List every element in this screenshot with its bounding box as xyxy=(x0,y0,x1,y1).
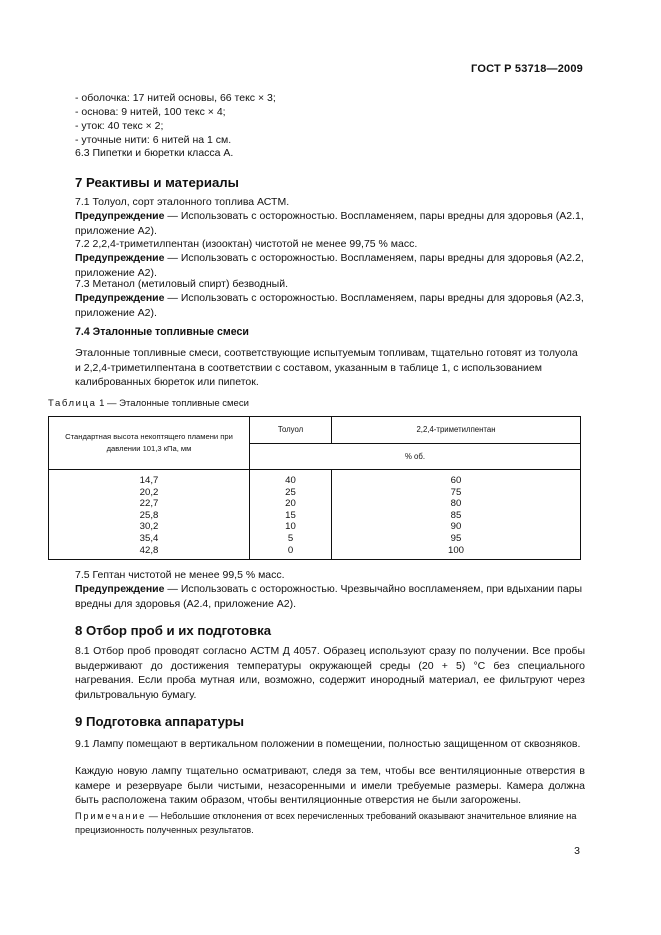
table-cell: 25 xyxy=(250,487,332,499)
warning-label: Предупреждение xyxy=(75,292,165,304)
table-cell: 40 xyxy=(250,470,332,487)
table-cell: 80 xyxy=(332,498,581,510)
table-cell: 30,2 xyxy=(49,521,250,533)
table-cell: 5 xyxy=(250,533,332,545)
warning-label: Предупреждение xyxy=(75,583,165,595)
warning-7-5 xyxy=(75,582,585,611)
table-cell: 14,7 xyxy=(49,470,250,487)
paragraph-7-1-text: 7.1 Толуол, сорт эталонного топлива АСТМ. xyxy=(75,196,290,208)
table-caption-label: Таблица xyxy=(48,398,97,409)
warning-label: Предупреждение xyxy=(75,210,165,222)
list-item: - уток: 40 текс × 2; xyxy=(75,120,164,132)
warning-label: Предупреждение xyxy=(75,252,165,264)
table-cell: 20,2 xyxy=(49,487,250,499)
note-text: — Небольшие отклонения от всех перечисленных требований оказывают значительное влияние на прецизионность полученных результатов. xyxy=(75,811,577,835)
reference-fuel-table xyxy=(48,416,581,560)
table-header-toluene: Толуол xyxy=(250,417,332,444)
table-cell: 20 xyxy=(250,498,332,510)
table-cell: 22,7 xyxy=(49,498,250,510)
section-7-title: 7 Реактивы и материалы xyxy=(75,175,239,190)
table-cell: 42,8 xyxy=(49,545,250,560)
warning-text: — Использовать с осторожностью. Воспламеняем, пары вредны для здоровья (А2.3, приложение А2). xyxy=(75,292,584,319)
table-caption xyxy=(48,398,249,409)
paragraph-9-2: Каждую новую лампу тщательно осматривают, следя за тем, чтобы все вентиляционные отверстия в камере и резервуаре были чистыми, незасоренными и имели требуемые размеры. Камера должна быть расположена таким образом, чтобы вентиляционные отверстия не были загорожены. xyxy=(75,765,585,807)
table-header-unit: % об. xyxy=(250,443,581,470)
table-cell: 75 xyxy=(332,487,581,499)
table-cell: 60 xyxy=(332,470,581,487)
table-caption-title: 1 — Эталонные топливные смеси xyxy=(96,398,249,409)
warning-7-3 xyxy=(75,291,585,320)
document-id: ГОСТ Р 53718—2009 xyxy=(471,63,583,75)
warning-text: — Использовать с осторожностью. Воспламеняем, пары вредны для здоровья (А2.1, приложение А2). xyxy=(75,210,584,237)
page-number: 3 xyxy=(574,845,580,857)
table-row xyxy=(49,545,581,560)
paragraph-7-3: 7.3 Метанол (метиловый спирт) безводный. xyxy=(75,278,288,290)
warning-7-1 xyxy=(75,209,585,238)
warning-text: — Использовать с осторожностью. Воспламеняем, пары вредны для здоровья (А2.2, приложение А2). xyxy=(75,252,584,279)
list-item: - оболочка: 17 нитей основы, 66 текс × 3; xyxy=(75,92,276,104)
list-item: - уточные нити: 6 нитей на 1 см. xyxy=(75,134,232,146)
warning-7-2 xyxy=(75,251,585,280)
table-cell: 15 xyxy=(250,510,332,522)
section-7-4-title: 7.4 Эталонные топливные смеси xyxy=(75,326,249,338)
table-cell: 25,8 xyxy=(49,510,250,522)
table-header-flame-height: Стандартная высота некоптящего пламени при давлении 101,3 кПа, мм xyxy=(49,417,250,470)
table-cell: 100 xyxy=(332,545,581,560)
table-row xyxy=(49,487,581,499)
table-cell: 10 xyxy=(250,521,332,533)
table-cell: 90 xyxy=(332,521,581,533)
table-cell: 35,4 xyxy=(49,533,250,545)
paragraph-7-4: Эталонные топливные смеси, соответствующие испытуемым топливам, тщательно готовят из толуола и 2,2,4-триметилпентана в соответствии с составом, указанным в таблице 1, с использованием калиброванных бюреток или пипеток. xyxy=(75,347,578,389)
paragraph-7-5: 7.5 Гептан чистотой не менее 99,5 % масс. xyxy=(75,569,285,581)
list-item: - основа: 9 нитей, 100 текс × 4; xyxy=(75,106,226,118)
paragraph-9-1: 9.1 Лампу помещают в вертикальном положении в помещении, полностью защищенном от сквозняков. xyxy=(75,738,581,750)
table-row xyxy=(49,470,581,487)
section-8-title: 8 Отбор проб и их подготовка xyxy=(75,623,272,638)
paragraph-7-2: 7.2 2,2,4-триметилпентан (изооктан) чистотой не менее 99,75 % масс. xyxy=(75,238,418,250)
table-cell: 85 xyxy=(332,510,581,522)
paragraph-7-1 xyxy=(75,195,585,210)
paragraph-6-3: 6.3 Пипетки и бюретки класса А. xyxy=(75,147,234,159)
table-cell: 95 xyxy=(332,533,581,545)
table-header-isooctane: 2,2,4-триметилпентан xyxy=(332,417,581,444)
note xyxy=(75,810,585,837)
table-row xyxy=(49,521,581,533)
table-row xyxy=(49,498,581,510)
table-cell: 0 xyxy=(250,545,332,560)
table-row xyxy=(49,510,581,522)
paragraph-8-1: 8.1 Отбор проб проводят согласно АСТМ Д 4057. Образец используют сразу по получении. Все пробы выдерживают до достижения температуры окружающей среды (20 + 5) °С без специального нагревания. Если проба мутная или, возможно, содержит инородный материал, ее фильтруют через фильтровальную бумагу. xyxy=(75,645,585,701)
note-label: Примечание xyxy=(75,811,147,821)
table-row xyxy=(49,533,581,545)
warning-text: — Использовать с осторожностью. Чрезвычайно воспламеняем, при вдыхании пары вредны для здоровья (А2.4, приложение А2). xyxy=(75,583,583,610)
section-9-title: 9 Подготовка аппаратуры xyxy=(75,714,245,729)
